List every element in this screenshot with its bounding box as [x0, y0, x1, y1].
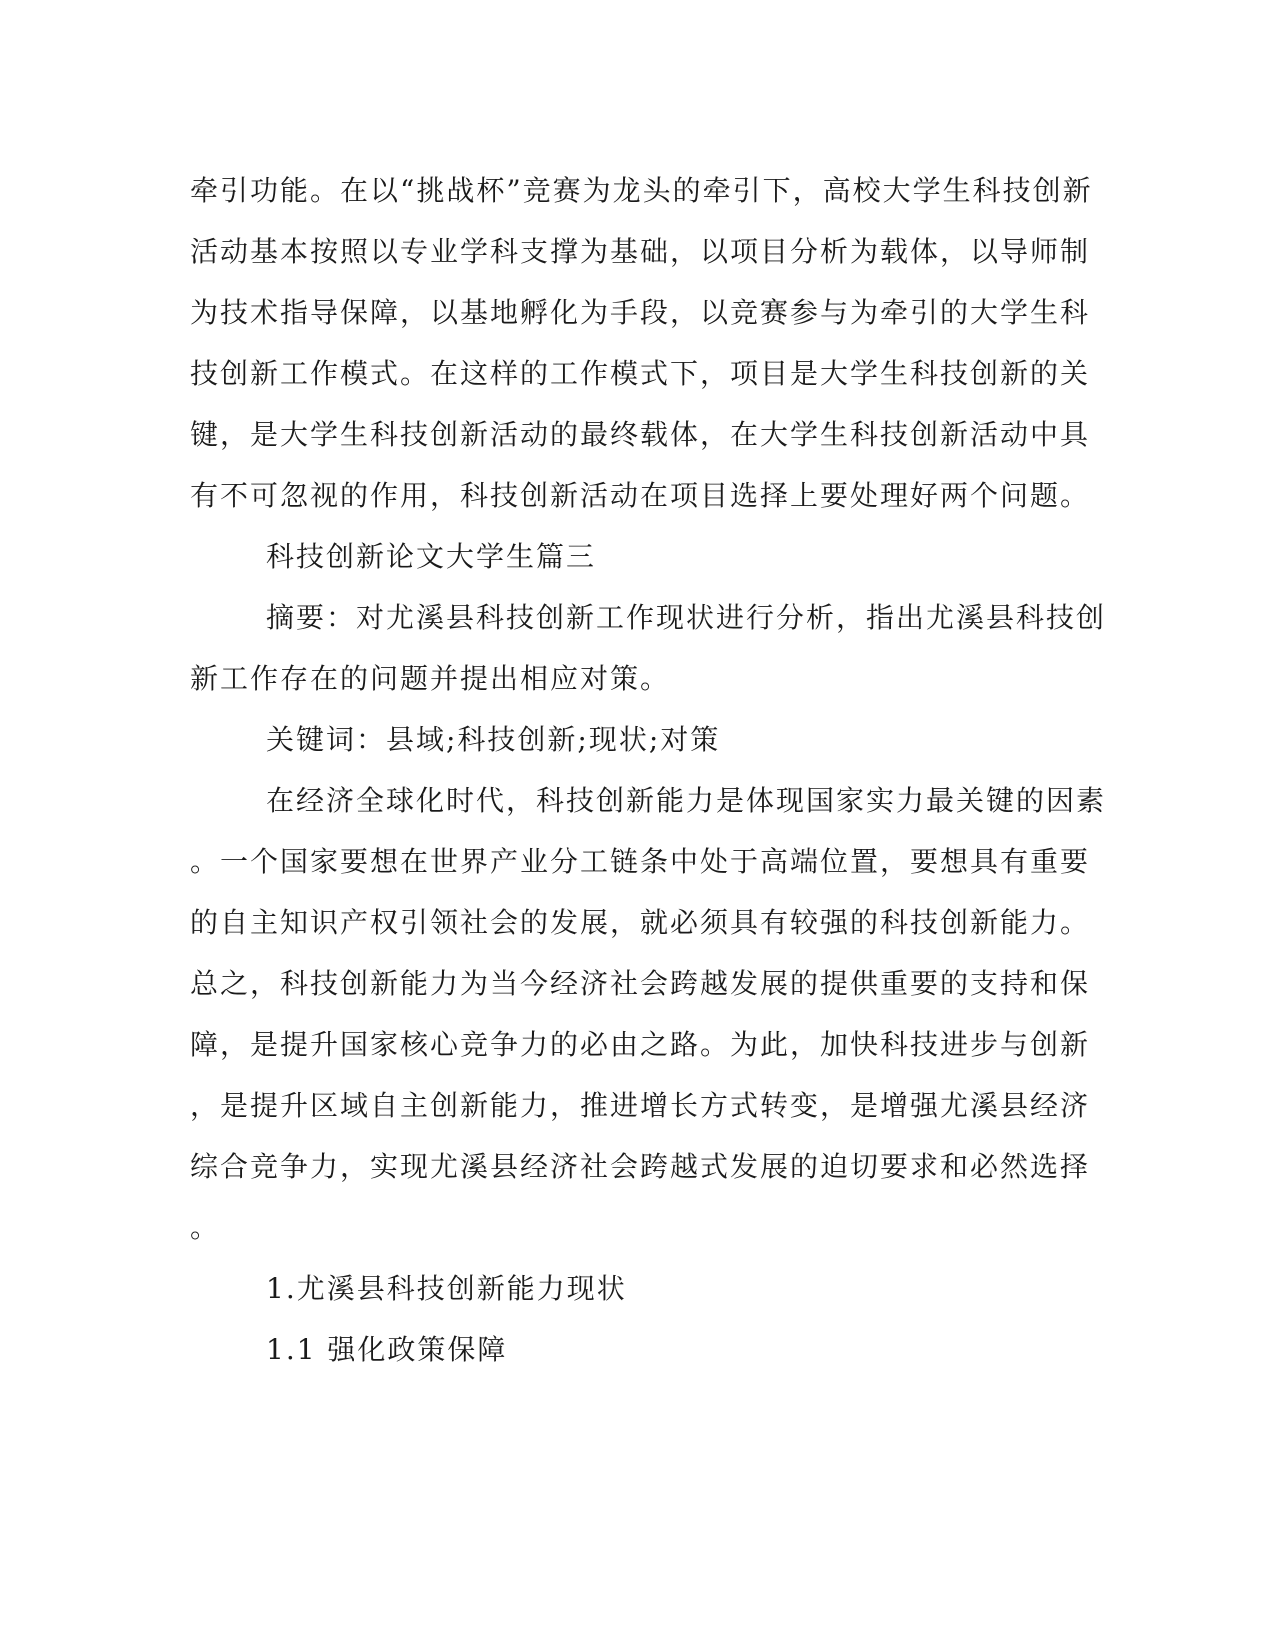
- paragraph-line: 牵引功能。在以“挑战杯”竞赛为龙头的牵引下，高校大学生科技创新: [190, 174, 1093, 207]
- paragraph-line: 有不可忽视的作用，科技创新活动在项目选择上要处理好两个问题。: [190, 479, 1091, 512]
- paragraph-line: 的自主知识产权引领社会的发展，就必须具有较强的科技创新能力。: [190, 906, 1091, 939]
- keywords-text: 关键词：县域;科技创新;现状;对策: [266, 723, 721, 756]
- heading-level-1-text: 1.尤溪县科技创新能力现状: [266, 1272, 627, 1305]
- heading-level-1: [190, 1258, 1090, 1319]
- paragraph-line: 障，是提升国家核心竞争力的必由之路。为此，加快科技进步与创新: [190, 1028, 1091, 1061]
- paragraph-line: 键，是大学生科技创新活动的最终载体，在大学生科技创新活动中具: [190, 418, 1091, 451]
- heading-level-2-text: 1.1 强化政策保障: [266, 1333, 508, 1366]
- paragraph-line: 为技术指导保障，以基地孵化为手段，以竞赛参与为牵引的大学生科: [190, 296, 1091, 329]
- abstract-line: 新工作存在的问题并提出相应对策。: [190, 662, 671, 695]
- document-body: [190, 160, 1107, 1380]
- paragraph-line: 活动基本按照以专业学科支撑为基础，以项目分析为载体，以导师制: [190, 235, 1091, 268]
- section-title: [190, 526, 1090, 587]
- paragraph-line: ，是提升区域自主创新能力，推进增长方式转变，是增强尤溪县经济: [190, 1089, 1091, 1122]
- continued-paragraph: [190, 160, 1093, 526]
- paragraph-line: 总之，科技创新能力为当今经济社会跨越发展的提供重要的支持和保: [190, 967, 1091, 1000]
- keywords: [190, 709, 1090, 770]
- heading-level-2: [190, 1319, 1090, 1380]
- abstract-line: 摘要：对尤溪县科技创新工作现状进行分析，指出尤溪县科技创: [266, 601, 1107, 634]
- abstract-paragraph: [190, 587, 1107, 709]
- paragraph-line: 。一个国家要想在世界产业分工链条中处于高端位置，要想具有重要: [190, 845, 1091, 878]
- paragraph-line: 。: [190, 1211, 221, 1244]
- paragraph-line: 技创新工作模式。在这样的工作模式下，项目是大学生科技创新的关: [190, 357, 1091, 390]
- section-title-text: 科技创新论文大学生篇三: [266, 540, 597, 573]
- paragraph-line: 在经济全球化时代，科技创新能力是体现国家实力最关键的因素: [266, 784, 1107, 817]
- intro-paragraph: [190, 770, 1107, 1258]
- paragraph-line: 综合竞争力，实现尤溪县经济社会跨越式发展的迫切要求和必然选择: [190, 1150, 1091, 1183]
